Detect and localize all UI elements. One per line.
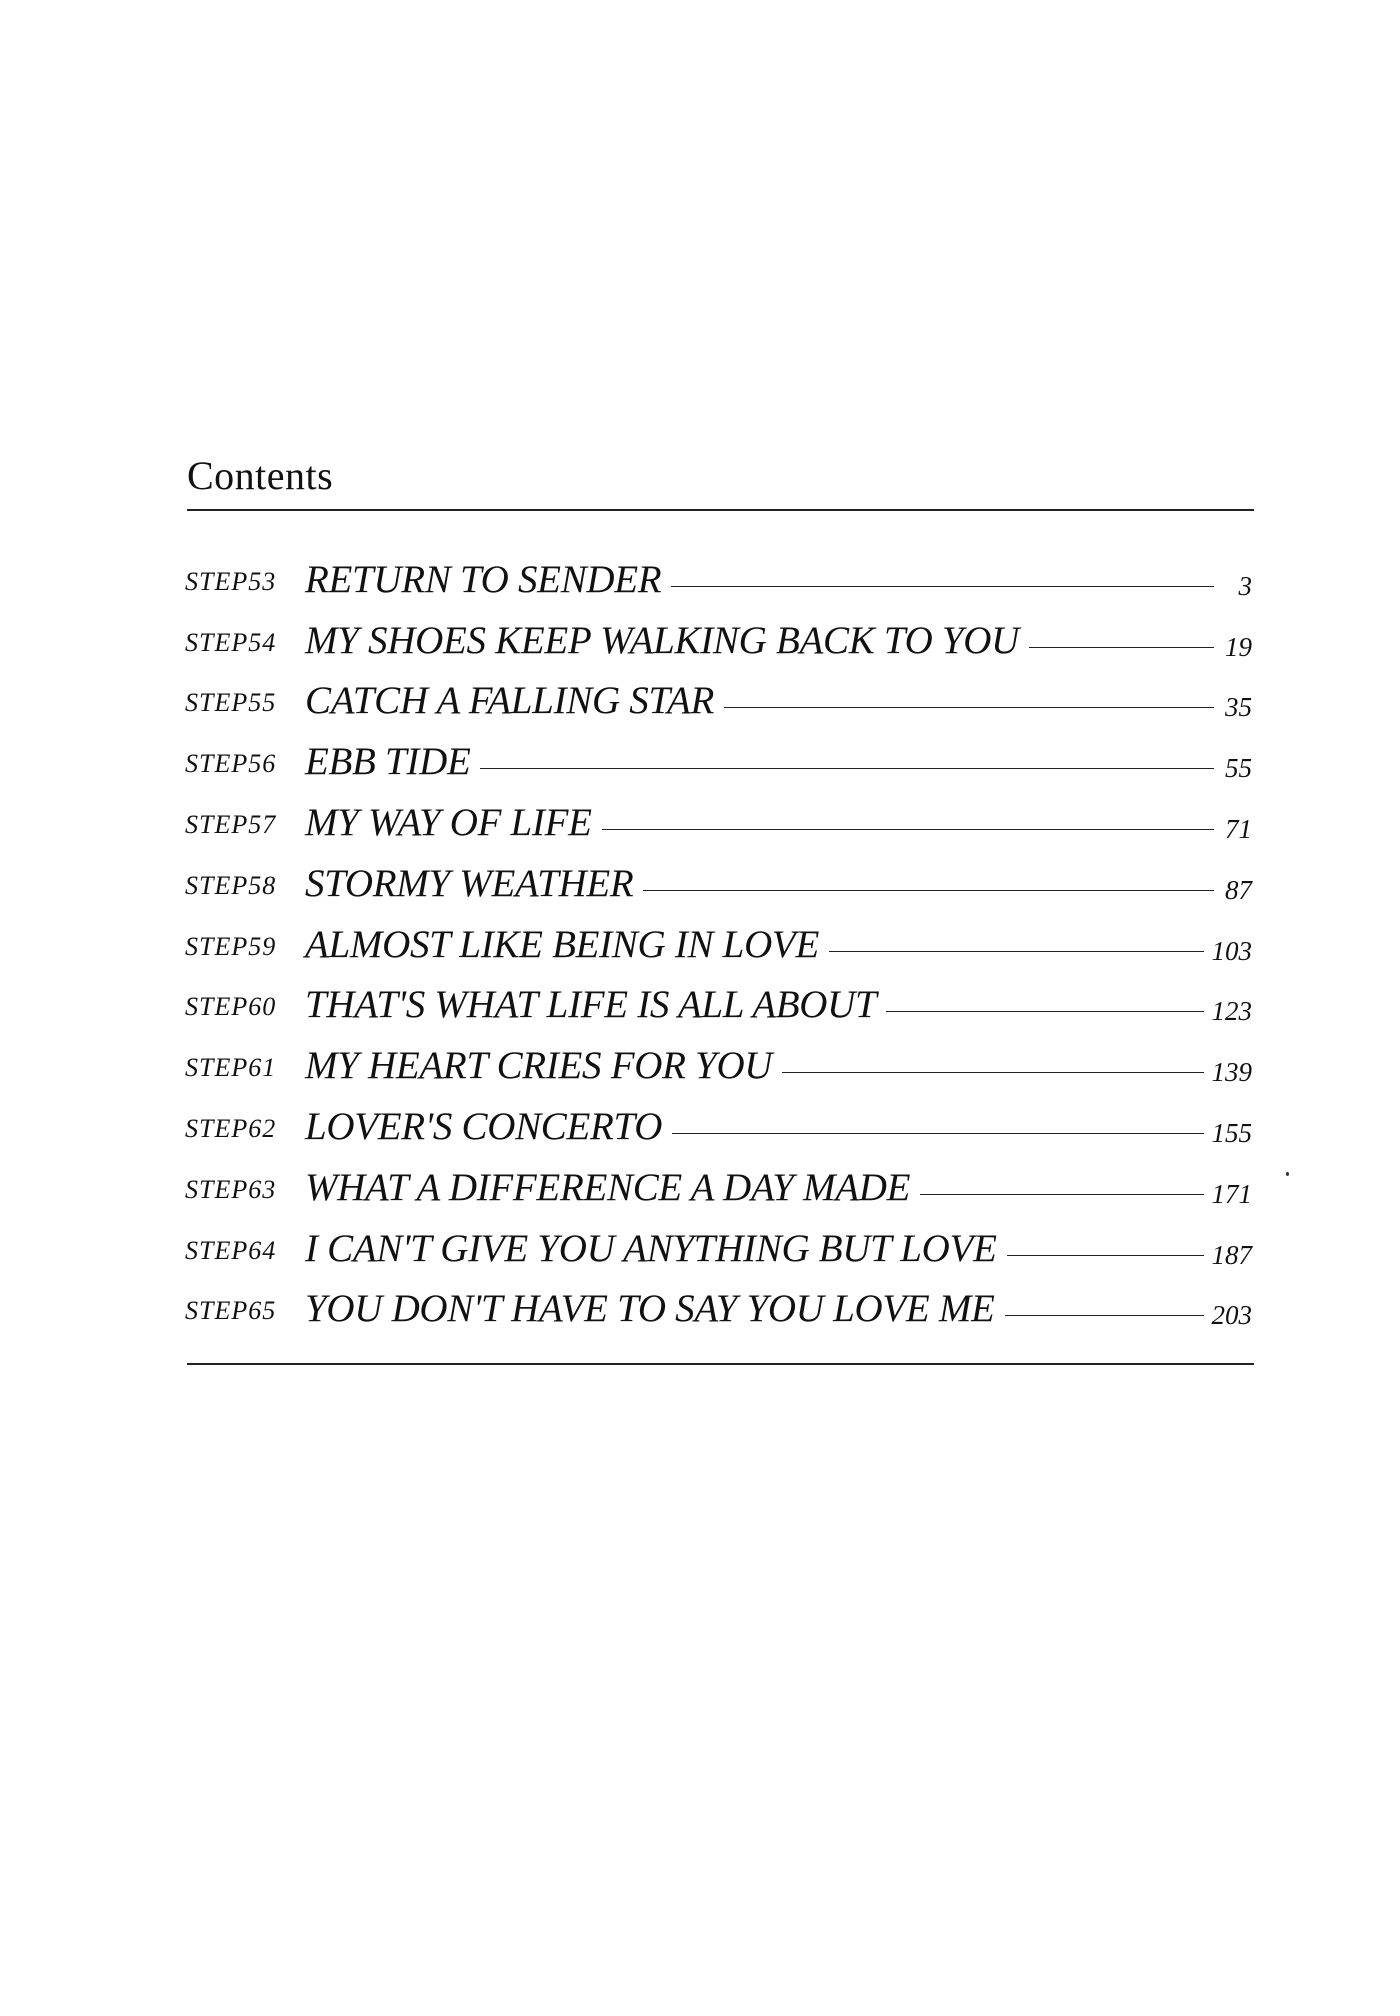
toc-entry[interactable] xyxy=(185,1029,1252,1090)
toc-entry[interactable] xyxy=(185,908,1252,969)
toc-leader-line xyxy=(480,768,1214,769)
toc-step-number: STEP62 xyxy=(185,1113,277,1143)
toc-song-title: WHAT A DIFFERENCE A DAY MADE xyxy=(305,1165,911,1209)
toc-leader-line xyxy=(1007,1255,1204,1256)
toc-leader-line xyxy=(920,1194,1203,1195)
toc-step-number: STEP57 xyxy=(185,809,277,839)
toc-song-title: RETURN TO SENDER xyxy=(305,557,662,601)
toc-step-number: STEP53 xyxy=(185,566,277,596)
toc-leader-line xyxy=(643,890,1214,891)
toc-song-title: EBB TIDE xyxy=(305,740,471,784)
toc-leader-line xyxy=(724,707,1214,708)
toc-page-number: 71 xyxy=(1225,813,1252,844)
toc-song-title: YOU DON'T HAVE TO SAY YOU LOVE ME xyxy=(305,1287,995,1331)
toc-page-number: 155 xyxy=(1211,1117,1252,1148)
toc-song-title: THAT'S WHAT LIFE IS ALL ABOUT xyxy=(305,983,877,1027)
toc-page-number: 123 xyxy=(1211,996,1252,1027)
toc-step-number: STEP64 xyxy=(185,1235,277,1265)
toc-page-number: 19 xyxy=(1225,631,1252,662)
toc-step-number: STEP63 xyxy=(185,1174,277,1204)
toc-page-number: 55 xyxy=(1225,753,1252,784)
toc-page-number: 171 xyxy=(1211,1178,1252,1209)
toc-song-title: MY SHOES KEEP WALKING BACK TO YOU xyxy=(305,618,1019,662)
top-rule xyxy=(187,509,1254,511)
toc-leader-line xyxy=(886,1011,1203,1012)
stray-print-mark xyxy=(1286,1172,1289,1176)
toc-step-number: STEP65 xyxy=(185,1296,277,1326)
toc-page-number: 3 xyxy=(1238,570,1252,601)
toc-leader-line xyxy=(829,951,1204,952)
contents-heading: Contents xyxy=(187,453,334,498)
toc-step-number: STEP55 xyxy=(185,688,277,718)
toc-leader-line xyxy=(602,829,1214,830)
toc-entry[interactable] xyxy=(185,665,1252,726)
toc-entry[interactable] xyxy=(185,1273,1252,1334)
toc-song-title: ALMOST LIKE BEING IN LOVE xyxy=(305,922,819,966)
toc-step-number: STEP61 xyxy=(185,1053,277,1083)
toc-step-number: STEP58 xyxy=(185,870,277,900)
toc-page-number: 87 xyxy=(1225,874,1252,905)
toc-entry[interactable] xyxy=(185,604,1252,665)
toc-entry[interactable] xyxy=(185,1212,1252,1273)
toc-leader-line xyxy=(1005,1315,1204,1316)
toc-song-title: LOVER'S CONCERTO xyxy=(305,1104,663,1148)
toc-page-number: 203 xyxy=(1211,1300,1252,1331)
toc-step-number: STEP54 xyxy=(185,627,277,657)
table-of-contents xyxy=(185,543,1252,1333)
toc-entry[interactable] xyxy=(185,725,1252,786)
toc-song-title: MY HEART CRIES FOR YOU xyxy=(305,1044,773,1088)
toc-leader-line xyxy=(782,1072,1203,1073)
toc-entry[interactable] xyxy=(185,543,1252,604)
toc-entry[interactable] xyxy=(185,786,1252,847)
toc-entry[interactable] xyxy=(185,1151,1252,1212)
toc-page-number: 103 xyxy=(1211,935,1252,966)
toc-page-number: 139 xyxy=(1211,1057,1252,1088)
toc-entry[interactable] xyxy=(185,1090,1252,1151)
toc-song-title: CATCH A FALLING STAR xyxy=(305,679,715,723)
toc-step-number: STEP60 xyxy=(185,992,277,1022)
toc-page-number: 187 xyxy=(1211,1239,1252,1270)
toc-song-title: I CAN'T GIVE YOU ANYTHING BUT LOVE xyxy=(305,1226,997,1270)
toc-leader-line xyxy=(672,1133,1203,1134)
toc-song-title: MY WAY OF LIFE xyxy=(305,800,592,844)
toc-entry[interactable] xyxy=(185,847,1252,908)
bottom-rule xyxy=(187,1363,1254,1365)
toc-entry[interactable] xyxy=(185,969,1252,1030)
toc-leader-line xyxy=(1029,647,1214,648)
toc-page-number: 35 xyxy=(1225,692,1252,723)
toc-song-title: STORMY WEATHER xyxy=(305,861,634,905)
toc-step-number: STEP59 xyxy=(185,931,277,961)
toc-step-number: STEP56 xyxy=(185,749,277,779)
toc-leader-line xyxy=(671,586,1214,587)
